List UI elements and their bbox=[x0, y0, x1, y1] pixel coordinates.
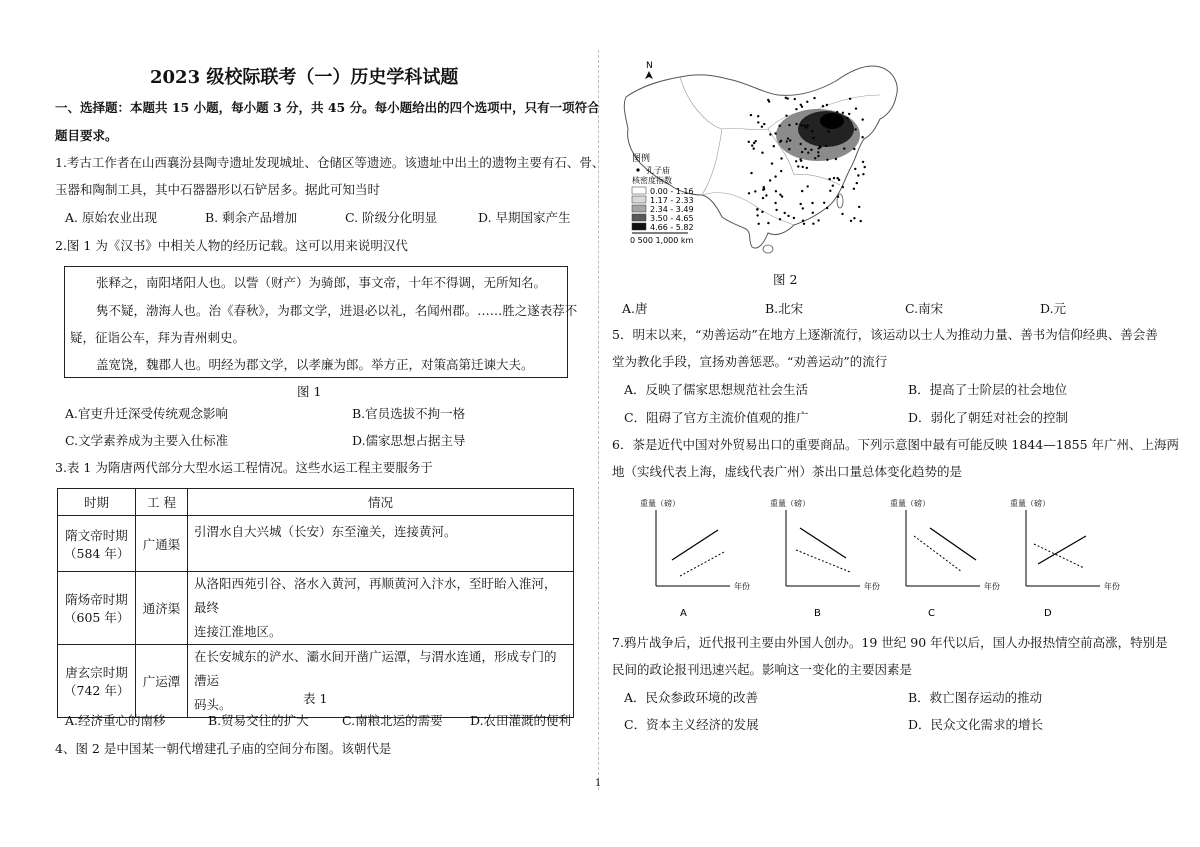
temple-point bbox=[810, 149, 812, 151]
q2-option-c: C.文学素养成为主要入仕标准 bbox=[65, 433, 229, 448]
temple-point bbox=[841, 213, 843, 215]
shanghai-line bbox=[800, 528, 846, 558]
q1-option-a: A. 原始农业出现 bbox=[65, 210, 157, 225]
temple-point bbox=[775, 209, 777, 211]
temple-point bbox=[857, 174, 859, 176]
q6-stem-line1: 6．茶是近代中国对外贸易出口的重要商品。下列示意图中最有可能反映 1844—1855 年广州、上海两 bbox=[612, 437, 1180, 452]
temple-point bbox=[779, 194, 781, 196]
q5-option-d: D．弱化了朝廷对社会的控制 bbox=[908, 410, 1069, 425]
q7-option-c: C．资本主义经济的发展 bbox=[624, 717, 759, 732]
q5-stem-line1: 5．明末以来，“劝善运动”在地方上逐渐流行，该运动以士人为推动力量、善书为信仰经典、善会善 bbox=[612, 327, 1158, 342]
q2-quote-line3: 疑，征诣公车，拜为青州刺史。 bbox=[70, 330, 246, 345]
temple-point bbox=[803, 223, 805, 225]
table-row bbox=[58, 572, 574, 645]
temple-point bbox=[756, 214, 758, 216]
table-cell-desc: 引渭水自大兴城（长安）东至潼关，连接黄河。 bbox=[188, 516, 574, 572]
china-map-figure bbox=[618, 55, 953, 265]
figure1-caption: 图 1 bbox=[297, 384, 322, 399]
temple-point bbox=[829, 178, 831, 180]
temple-point bbox=[756, 208, 758, 210]
temple-point bbox=[800, 143, 802, 145]
temple-point bbox=[763, 123, 765, 125]
temple-point bbox=[795, 160, 797, 162]
chart-ylabel: 重量（磅） bbox=[640, 499, 680, 508]
legend-swatch bbox=[632, 205, 646, 212]
q5-stem-line2: 堂为教化手段，宣扬劝善惩恶。“劝善运动”的流行 bbox=[612, 354, 888, 369]
temple-point bbox=[761, 126, 763, 128]
chart-ylabel: 重量（磅） bbox=[770, 499, 810, 508]
temple-point bbox=[795, 108, 797, 110]
table1-caption: 表 1 bbox=[303, 691, 328, 706]
temple-point bbox=[794, 98, 796, 100]
temple-point bbox=[803, 125, 805, 127]
chart-b bbox=[770, 498, 880, 619]
chart-xlabel: 年份 bbox=[984, 582, 1000, 591]
temple-point bbox=[861, 136, 863, 138]
q3-option-d: D.农田灌溉的便利 bbox=[470, 713, 572, 728]
temple-point bbox=[819, 145, 821, 147]
temple-point bbox=[826, 114, 828, 116]
temple-point bbox=[802, 166, 804, 168]
temple-point bbox=[842, 112, 844, 114]
temple-point bbox=[787, 137, 789, 139]
temple-point bbox=[769, 179, 771, 181]
temple-point bbox=[802, 207, 804, 209]
q2-option-d: D.儒家思想占据主导 bbox=[352, 433, 466, 448]
temple-point bbox=[835, 158, 837, 160]
temple-point bbox=[773, 145, 775, 147]
figure2-caption: 图 2 bbox=[773, 272, 798, 287]
page-title: 2023 级校际联考（一）历史学科试题 bbox=[150, 67, 459, 88]
table-header: 工 程 bbox=[136, 489, 188, 516]
q2-stem: 2.图 1 为《汉书》中相关人物的经历记载。这可以用来说明汉代 bbox=[55, 238, 408, 253]
q2-option-b: B.官员选拔不拘一格 bbox=[352, 406, 466, 421]
temple-point bbox=[788, 148, 790, 150]
north-arrow-icon bbox=[645, 71, 653, 79]
q7-option-b: B．救亡图存运动的推动 bbox=[908, 690, 1043, 705]
temple-point bbox=[800, 124, 802, 126]
table-header: 时期 bbox=[58, 489, 136, 516]
temple-point bbox=[774, 175, 776, 177]
temple-point bbox=[848, 113, 850, 115]
temple-point bbox=[805, 126, 807, 128]
temple-point bbox=[750, 172, 752, 174]
legend-point-label: 孔子庙 bbox=[646, 166, 670, 175]
q4-option-c: C.南宋 bbox=[905, 301, 944, 316]
temple-point bbox=[761, 152, 763, 154]
temple-point bbox=[769, 133, 771, 135]
temple-point bbox=[786, 140, 788, 142]
temple-point bbox=[817, 155, 819, 157]
table-header: 情况 bbox=[188, 489, 574, 516]
chart-letter: D bbox=[1044, 608, 1052, 619]
q2-option-a: A.官吏升迁深受传统观念影响 bbox=[65, 406, 229, 421]
legend-title: 图例 bbox=[632, 154, 651, 164]
guangzhou-line bbox=[680, 552, 724, 576]
temple-point bbox=[789, 139, 791, 141]
q2-quote-line2: 隽不疑，渤海人也。治《春秋》，为郡文学，进退必以礼，名闻州郡。……胜之遂表荐不 bbox=[96, 303, 578, 318]
table-cell-period: 隋文帝时期 （584 年） bbox=[58, 516, 136, 572]
temple-point bbox=[853, 148, 855, 150]
temple-point bbox=[846, 117, 848, 119]
legend-swatch bbox=[632, 214, 646, 221]
temple-point bbox=[826, 159, 828, 161]
temple-point bbox=[854, 128, 856, 130]
temple-point bbox=[757, 115, 759, 117]
q2-quote-line1: 张释之，南阳堵阳人也。以訾（财产）为骑郎，事文帝，十年不得调，无所知名。 bbox=[96, 275, 547, 290]
q4-option-b: B.北宋 bbox=[765, 301, 804, 316]
guangzhou-line bbox=[1034, 544, 1084, 568]
temple-point bbox=[862, 161, 864, 163]
temple-point bbox=[812, 137, 814, 139]
temple-point bbox=[853, 188, 855, 190]
chart-letter: B bbox=[814, 608, 821, 619]
q3-option-b: B.贸易交往的扩大 bbox=[208, 713, 309, 728]
guangzhou-line bbox=[796, 550, 850, 572]
q5-option-b: B．提高了士阶层的社会地位 bbox=[908, 382, 1068, 397]
temple-point bbox=[751, 144, 753, 146]
temple-point bbox=[864, 166, 866, 168]
temple-point bbox=[757, 121, 759, 123]
chart-ylabel: 重量（磅） bbox=[1010, 499, 1050, 508]
q7-stem-line2: 民间的政论报刊迅速兴起。影响这一变化的主要因素是 bbox=[612, 662, 913, 677]
legend-class-label: 1.17 - 2.33 bbox=[650, 196, 694, 205]
temple-point bbox=[842, 186, 844, 188]
temple-point bbox=[811, 202, 813, 204]
q6-trend-charts bbox=[610, 492, 1130, 622]
temple-point bbox=[781, 195, 783, 197]
temple-point bbox=[780, 140, 782, 142]
chart-d bbox=[1010, 498, 1120, 619]
temple-point bbox=[765, 194, 767, 196]
temple-point bbox=[774, 202, 776, 204]
legend-point-icon bbox=[636, 168, 639, 171]
table-cell-desc: 从洛阳西苑引谷、洛水入黄河，再顺黄河入汴水，至盱眙入淮河，最终 连接江淮地区。 bbox=[188, 572, 574, 645]
temple-point bbox=[750, 114, 752, 116]
shanghai-line bbox=[672, 530, 718, 560]
hainan-island bbox=[763, 245, 773, 253]
table-cell-desc: 在长安城东的浐水、灞水间开凿广运潭，与渭水连通，形成专门的漕运 码头。 bbox=[188, 645, 574, 718]
temple-point bbox=[748, 141, 750, 143]
temple-point bbox=[800, 104, 802, 106]
chart-xlabel: 年份 bbox=[864, 582, 880, 591]
temple-point bbox=[828, 116, 830, 118]
q1-option-b: B. 剩余产品增加 bbox=[205, 210, 298, 225]
temple-point bbox=[825, 145, 827, 147]
temple-point bbox=[748, 192, 750, 194]
temple-point bbox=[806, 167, 808, 169]
temple-point bbox=[762, 197, 764, 199]
temple-point bbox=[779, 125, 781, 127]
temple-point bbox=[837, 196, 839, 198]
column-divider bbox=[598, 50, 599, 790]
table-cell-project: 广通渠 bbox=[136, 516, 188, 572]
temple-point bbox=[832, 185, 834, 187]
temple-point bbox=[850, 220, 852, 222]
q1-option-c: C. 阶级分化明显 bbox=[345, 210, 438, 225]
table-row bbox=[58, 516, 574, 572]
temple-point bbox=[779, 218, 781, 220]
page-number: 1 bbox=[595, 778, 602, 789]
temple-point bbox=[854, 168, 856, 170]
chart-a bbox=[640, 498, 750, 619]
temple-point bbox=[833, 177, 835, 179]
temple-point bbox=[802, 220, 804, 222]
table-header-row bbox=[58, 489, 574, 516]
temple-point bbox=[849, 98, 851, 100]
chart-ylabel: 重量（磅） bbox=[890, 499, 930, 508]
temple-point bbox=[774, 132, 776, 134]
temple-point bbox=[775, 190, 777, 192]
q1-stem-line2: 玉器和陶制工具，其中石器器形以石铲居多。据此可知当时 bbox=[55, 182, 381, 197]
temple-point bbox=[812, 223, 814, 225]
q5-option-c: C．阻碍了官方主流价值观的推广 bbox=[624, 410, 809, 425]
temple-point bbox=[767, 222, 769, 224]
temple-point bbox=[758, 223, 760, 225]
section-heading: 一、选择题：本题共 15 小题，每小题 3 分，共 45 分。每小题给出的四个选项中，只有一项符合 bbox=[55, 100, 600, 115]
legend-class-label: 0.00 - 1.16 bbox=[650, 187, 694, 196]
temple-point bbox=[807, 152, 809, 154]
temple-point bbox=[855, 107, 857, 109]
q7-option-a: A．民众参政环境的改善 bbox=[624, 690, 759, 705]
temple-point bbox=[807, 185, 809, 187]
temple-point bbox=[812, 212, 814, 214]
table-cell-project: 广运潭 bbox=[136, 645, 188, 718]
temple-point bbox=[797, 165, 799, 167]
temple-point bbox=[813, 97, 815, 99]
temple-point bbox=[801, 190, 803, 192]
temple-point bbox=[801, 151, 803, 153]
temple-point bbox=[787, 97, 789, 99]
q4-stem: 4、图 2 是中国某一朝代增建孔子庙的空间分布图。该朝代是 bbox=[55, 741, 392, 756]
temple-point bbox=[836, 111, 838, 113]
temple-point bbox=[807, 124, 809, 126]
temple-point bbox=[754, 190, 756, 192]
q4-option-a: A.唐 bbox=[622, 301, 648, 316]
temple-point bbox=[788, 124, 790, 126]
temple-point bbox=[817, 151, 819, 153]
temple-point bbox=[826, 104, 828, 106]
temple-point bbox=[829, 190, 831, 192]
q3-option-c: C.南粮北运的需要 bbox=[342, 713, 443, 728]
temple-point bbox=[771, 162, 773, 164]
chart-xlabel: 年份 bbox=[734, 582, 750, 591]
legend-swatch bbox=[632, 187, 646, 194]
temple-point bbox=[785, 115, 787, 117]
north-label: N bbox=[646, 61, 653, 71]
chart-letter: C bbox=[928, 608, 935, 619]
temple-point bbox=[853, 217, 855, 219]
legend-density-label: 核密度指数 bbox=[632, 176, 672, 185]
temple-point bbox=[780, 157, 782, 159]
q7-stem-line1: 7.鸦片战争后，近代报刊主要由外国人创办。19 世纪 90 年代以后，国人办报热情空前高涨，特别是 bbox=[612, 635, 1168, 650]
temple-point bbox=[780, 170, 782, 172]
temple-point bbox=[837, 177, 839, 179]
guangzhou-line bbox=[914, 536, 962, 572]
temple-point bbox=[826, 207, 828, 209]
q2-quote-line4: 盖宽饶，魏郡人也。明经为郡文学，以孝廉为郎。举方正，对策高第迁谏大夫。 bbox=[96, 357, 534, 372]
legend-classes bbox=[632, 187, 694, 232]
scale-label: 0 500 1,000 km bbox=[630, 236, 694, 245]
table-cell-period: 隋炀帝时期 （605 年） bbox=[58, 572, 136, 645]
legend-class-label: 3.50 - 4.65 bbox=[650, 214, 694, 223]
temple-point bbox=[862, 173, 864, 175]
density-zone-peak bbox=[820, 113, 844, 129]
q4-option-d: D.元 bbox=[1040, 301, 1067, 316]
table1 bbox=[57, 488, 574, 718]
q1-option-d: D. 早期国家产生 bbox=[478, 210, 571, 225]
temple-point bbox=[784, 212, 786, 214]
temple-point bbox=[856, 182, 858, 184]
temple-point bbox=[793, 217, 795, 219]
temple-point bbox=[763, 186, 765, 188]
temple-point bbox=[753, 142, 755, 144]
temple-point bbox=[858, 206, 860, 208]
q3-option-a: A.经济重心的南移 bbox=[65, 713, 166, 728]
temple-point bbox=[822, 105, 824, 107]
table-cell-period: 唐玄宗时期 （742 年） bbox=[58, 645, 136, 718]
temple-point bbox=[860, 220, 862, 222]
temple-point bbox=[799, 158, 801, 160]
temple-point bbox=[753, 147, 755, 149]
temple-point bbox=[814, 157, 816, 159]
temple-point bbox=[795, 123, 797, 125]
legend-swatch bbox=[632, 196, 646, 203]
q5-option-a: A．反映了儒家思想规范社会生活 bbox=[624, 382, 809, 397]
temple-point bbox=[827, 130, 829, 132]
q3-stem: 3.表 1 为隋唐两代部分大型水运工程情况。这些水运工程主要服务于 bbox=[55, 460, 433, 475]
q6-stem-line2: 地（实线代表上海，虚线代表广州）茶出口量总体变化趋势的是 bbox=[612, 464, 963, 479]
legend-class-label: 2.34 - 3.49 bbox=[650, 205, 694, 214]
temple-point bbox=[767, 99, 769, 101]
chart-xlabel: 年份 bbox=[1104, 582, 1120, 591]
temple-point bbox=[804, 148, 806, 150]
temple-point bbox=[806, 101, 808, 103]
chart-letter: A bbox=[680, 608, 687, 619]
temple-point bbox=[787, 215, 789, 217]
temple-point bbox=[800, 203, 802, 205]
shanghai-line bbox=[1038, 536, 1086, 564]
chart-c bbox=[890, 498, 1000, 619]
temple-point bbox=[843, 147, 845, 149]
legend-swatch bbox=[632, 223, 646, 230]
temple-point bbox=[862, 118, 864, 120]
q7-option-d: D．民众文化需求的增长 bbox=[908, 717, 1044, 732]
legend-class-label: 4.66 - 5.82 bbox=[650, 223, 694, 232]
temple-point bbox=[817, 219, 819, 221]
shanghai-line bbox=[930, 528, 976, 560]
temple-point bbox=[823, 202, 825, 204]
q1-stem-line1: 1.考古工作者在山西襄汾县陶寺遗址发现城址、仓储区等遗迹。该遗址中出土的遗物主要有石、骨、 bbox=[55, 155, 605, 170]
temple-point bbox=[811, 130, 813, 132]
temple-point bbox=[761, 211, 763, 213]
section-heading-cont: 题目要求。 bbox=[55, 128, 118, 143]
table-cell-project: 通济渠 bbox=[136, 572, 188, 645]
